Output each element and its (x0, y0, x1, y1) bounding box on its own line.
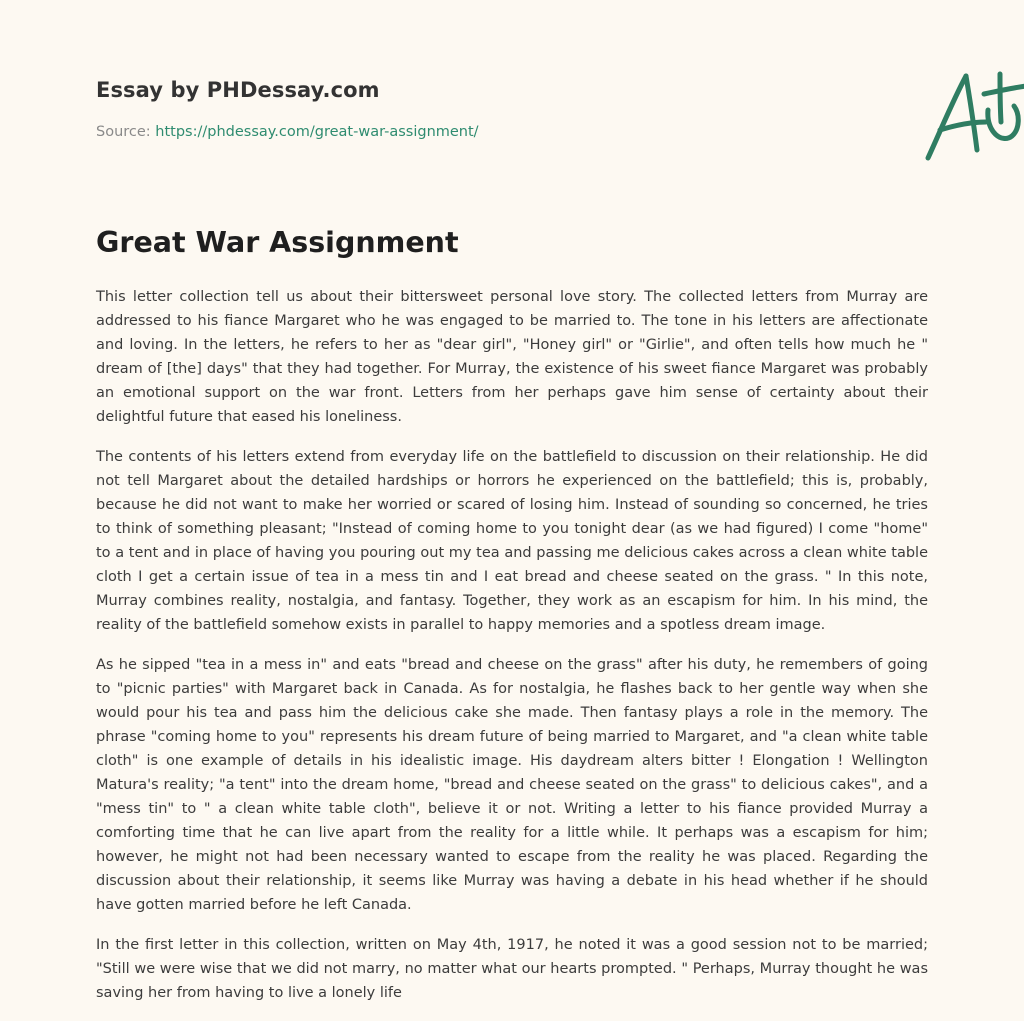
plus-vertical-stroke (1000, 74, 1001, 122)
a-plus-icon (920, 66, 1024, 166)
source-line (96, 124, 479, 140)
source-label: Source: (96, 124, 156, 140)
essay-paragraph: This letter collection tell us about their bittersweet personal love story. The collected letters from Murray are addressed to his fiance Margaret who he was engaged to be married to. The tone in his letters are affectionate and loving. In the letters, he refers to her as "dear girl", "Honey girl" or "Girlie", and often tells how much he " dream of [the] days" that they had together. For Murray, the existence of his sweet fiance Margaret was probably an emotional support on the war front. Letters from her perhaps gave him sense of certainty about their delightful future that eased his loneliness. (96, 289, 928, 425)
plus-horizontal-stroke (984, 86, 1024, 94)
a-letter-left-stroke (928, 76, 966, 158)
a-letter-crossbar (940, 122, 986, 130)
page-title: Great War Assignment (96, 226, 459, 259)
essay-body (96, 285, 928, 1021)
source-link[interactable]: https://phdessay.com/great-war-assignment/ (155, 124, 479, 140)
essay-paragraph: As he sipped "tea in a mess in" and eats "bread and cheese on the grass" after his duty, he remembers of going to "picnic parties" with Margaret back in Canada. As for nostalgia, he flashes back to her gentle way when she would pour his tea and pass him the delicious cake she made. Then fantasy plays a role in the memory. The phrase "coming home to you" represents his dream future of being married to Margaret, and "a clean white table cloth" is one example of details in his idealistic image. His daydream alters bitter ! Elongation ! Wellington Matura's reality; "a tent" into the dream home, "bread and cheese seated on the grass" to delicious cakes", and a "mess tin" to " a clean white table cloth", believe it or not. Writing a letter to his fiance provided Murray a comforting time that he can live apart from the reality for a little while. It perhaps was a escapism for him; however, he might not had been necessary wanted to escape from the reality he was placed. Regarding the discussion about their relationship, it seems like Murray was having a debate in his head whether if he should have gotten married before he left Canada. (96, 657, 928, 913)
essay-paragraph: In the first letter in this collection, written on May 4th, 1917, he noted it was a good session not to be married; "Still we were wise that we did not marry, no matter what our hearts prompted. " Perhaps, Murray thought he was saving her from having to live a lonely life (96, 937, 928, 1001)
a-letter-right-stroke (966, 76, 977, 150)
essay-paragraph: The contents of his letters extend from everyday life on the battlefield to discussion on their relationship. He did not tell Margaret about the detailed hardships or horrors he experienced on the battlefield; this is, probably, because he did not want to make her worried or scared of losing him. Instead of sounding so concerned, he tries to think of something pleasant; "Instead of coming home to you tonight dear (as we had figured) I come "home" to a tent and in place of having you pouring out my tea and passing me delicious cakes across a clean white table cloth I get a certain issue of tea in a mess tin and I eat bread and cheese seated on the grass. " In this note, Murray combines reality, nostalgia, and fantasy. Together, they work as an escapism for him. In his mind, the reality of the battlefield somehow exists in parallel to happy memories and a spotless dream image. (96, 449, 928, 633)
brand-title: Essay by PHDessay.com (96, 78, 380, 102)
